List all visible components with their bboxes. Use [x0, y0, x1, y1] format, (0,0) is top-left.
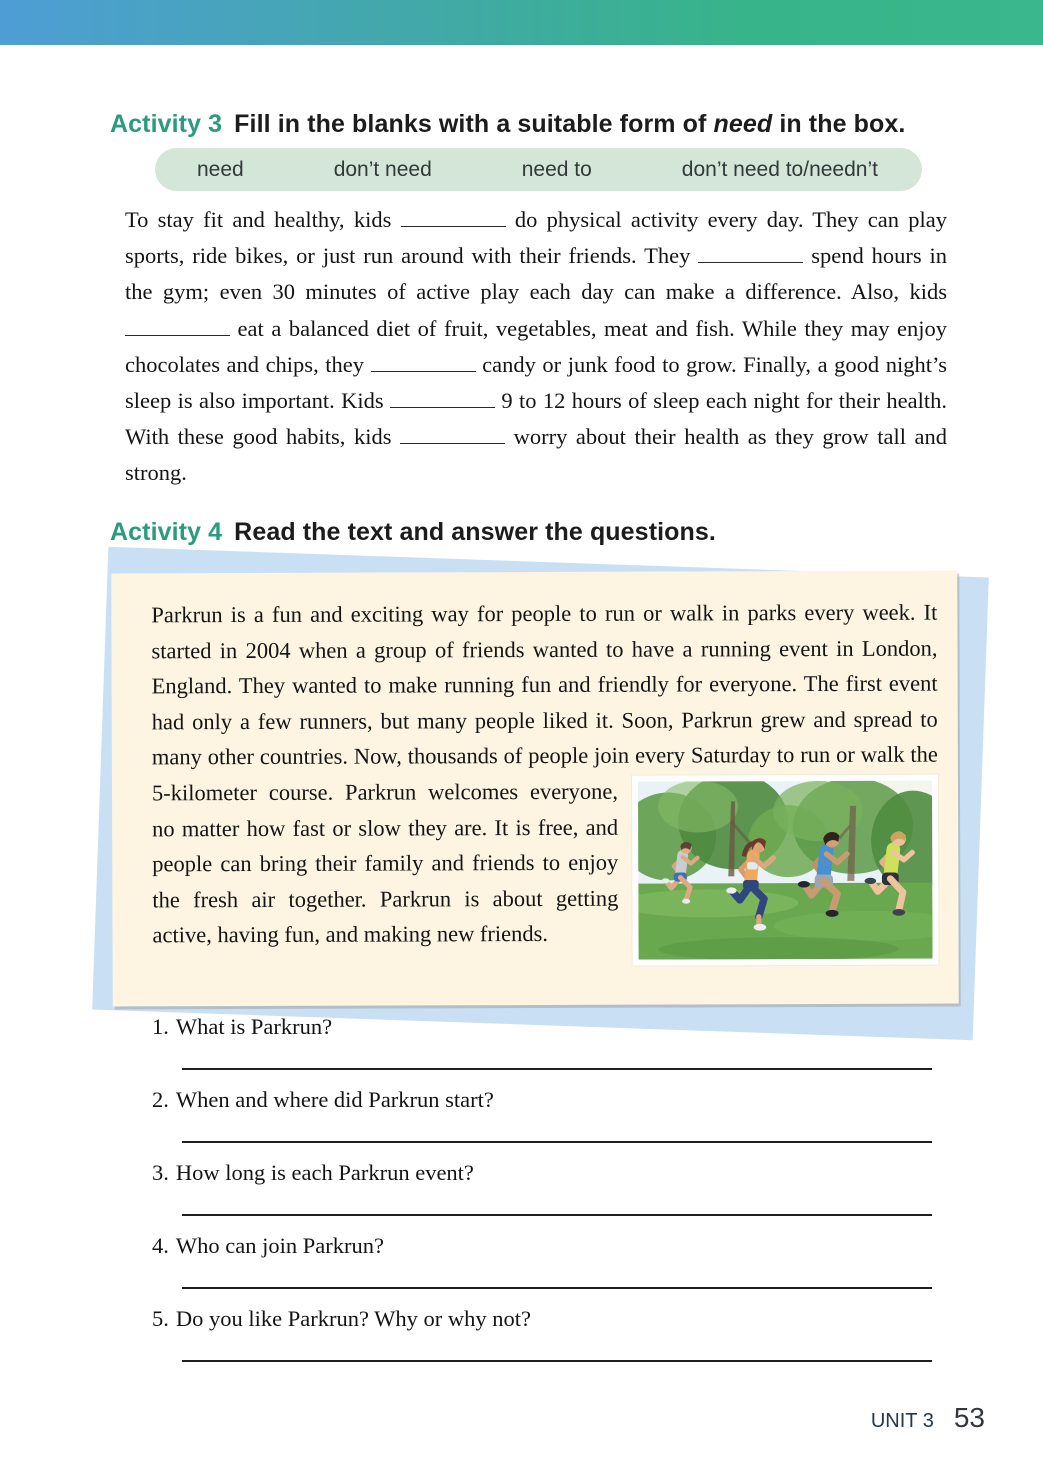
activity4-heading	[110, 518, 716, 547]
paragraph-segment: spend hours in the gym; even 30 minutes of active play each day can make a difference. Also, kids	[125, 243, 947, 305]
blank-line	[400, 422, 505, 445]
question-text: When and where did Parkrun start?	[175, 1087, 494, 1112]
word-bank-option: don’t need	[333, 157, 432, 181]
question-number: 4.	[152, 1233, 169, 1258]
question-number: 1.	[152, 1014, 169, 1039]
answer-line	[182, 1141, 932, 1143]
word-bank-option: need	[197, 157, 244, 181]
fill-in-paragraph	[125, 202, 947, 492]
answer-line	[182, 1287, 932, 1289]
passage-part1: Parkrun is a fun and exciting way for people to run or walk in parks every week. It started in 2004 when a group of friends wanted to have a running event in London, England. They wanted to make running fun and friendly for everyone. The first event had only a few runners, but many people liked it. Soon, Parkrun grew and spread to many other countries. Now, thousands of people join every	[151, 599, 938, 770]
question-item	[152, 1158, 932, 1216]
answer-line	[182, 1214, 932, 1216]
word-bank-option: don’t need to/needn’t	[681, 157, 878, 181]
page-number: 53	[953, 1402, 985, 1433]
question-text: Who can join Parkrun?	[175, 1233, 384, 1258]
paragraph-segment: do physical activity every day. They can play sports, ride bikes, or just run around with their friends. They	[125, 207, 947, 269]
answer-line	[182, 1068, 932, 1070]
question-item	[152, 1085, 932, 1143]
question-number: 3.	[152, 1160, 169, 1185]
blank-line	[125, 313, 230, 336]
question-item	[152, 1012, 932, 1070]
activity3-title-need-emphasis: need	[713, 110, 773, 138]
blank-line	[698, 241, 803, 264]
paragraph-segment: candy or junk food to grow. Finally, a good night’s sleep is also important. Kids	[125, 351, 947, 414]
parkrun-runners-photo	[632, 775, 939, 966]
paragraph-segment: eat a balanced diet of fruit, vegetables, meat and fish. While they may enjoy chocolates and chips, they	[125, 315, 947, 377]
activity4-label: Activity 4	[110, 518, 223, 546]
blank-line	[390, 386, 495, 409]
activity4-title: Read the text and answer the questions.	[234, 518, 716, 546]
blank-line	[371, 349, 476, 372]
paragraph-segment: 9 to 12 hours of sleep each night for their health. With these good habits, kids	[125, 388, 947, 450]
page-footer	[871, 1402, 985, 1434]
reading-passage-card	[111, 571, 959, 1007]
question-item	[152, 1231, 932, 1289]
question-list	[152, 1012, 932, 1377]
activity3-title-prefix: Fill in the blanks with a suitable form of	[234, 110, 714, 138]
question-text: How long is each Parkrun event?	[175, 1160, 474, 1185]
page-top-color-bar	[0, 0, 1043, 45]
question-item	[152, 1304, 932, 1362]
unit-label: UNIT 3	[870, 1410, 934, 1432]
blank-line	[401, 205, 506, 228]
question-text: What is Parkrun?	[175, 1014, 333, 1039]
activity3-title-suffix: in the box.	[772, 110, 906, 138]
passage-part2: Saturday to run or walk the 5-kilometer course. Parkrun welcomes everyone, no matter how fast or slow they are. It is free, and people can bring their family and friends to enjoy the fresh air together. Parkrun is about getting active, having fun, and making new friends.	[151, 741, 938, 948]
question-number: 2.	[152, 1087, 169, 1112]
paragraph-segment: worry about their health as they grow tall and strong.	[125, 424, 947, 486]
activity3-label: Activity 3	[110, 110, 223, 138]
paragraph-segment: To stay fit and healthy, kids	[125, 207, 401, 232]
question-text: Do you like Parkrun? Why or why not?	[175, 1306, 532, 1331]
word-bank-option: need to	[521, 157, 592, 181]
reading-passage	[151, 595, 938, 954]
answer-line	[182, 1360, 932, 1362]
activity3-heading	[110, 110, 905, 139]
question-number: 5.	[152, 1306, 169, 1331]
word-bank-box	[155, 148, 922, 191]
